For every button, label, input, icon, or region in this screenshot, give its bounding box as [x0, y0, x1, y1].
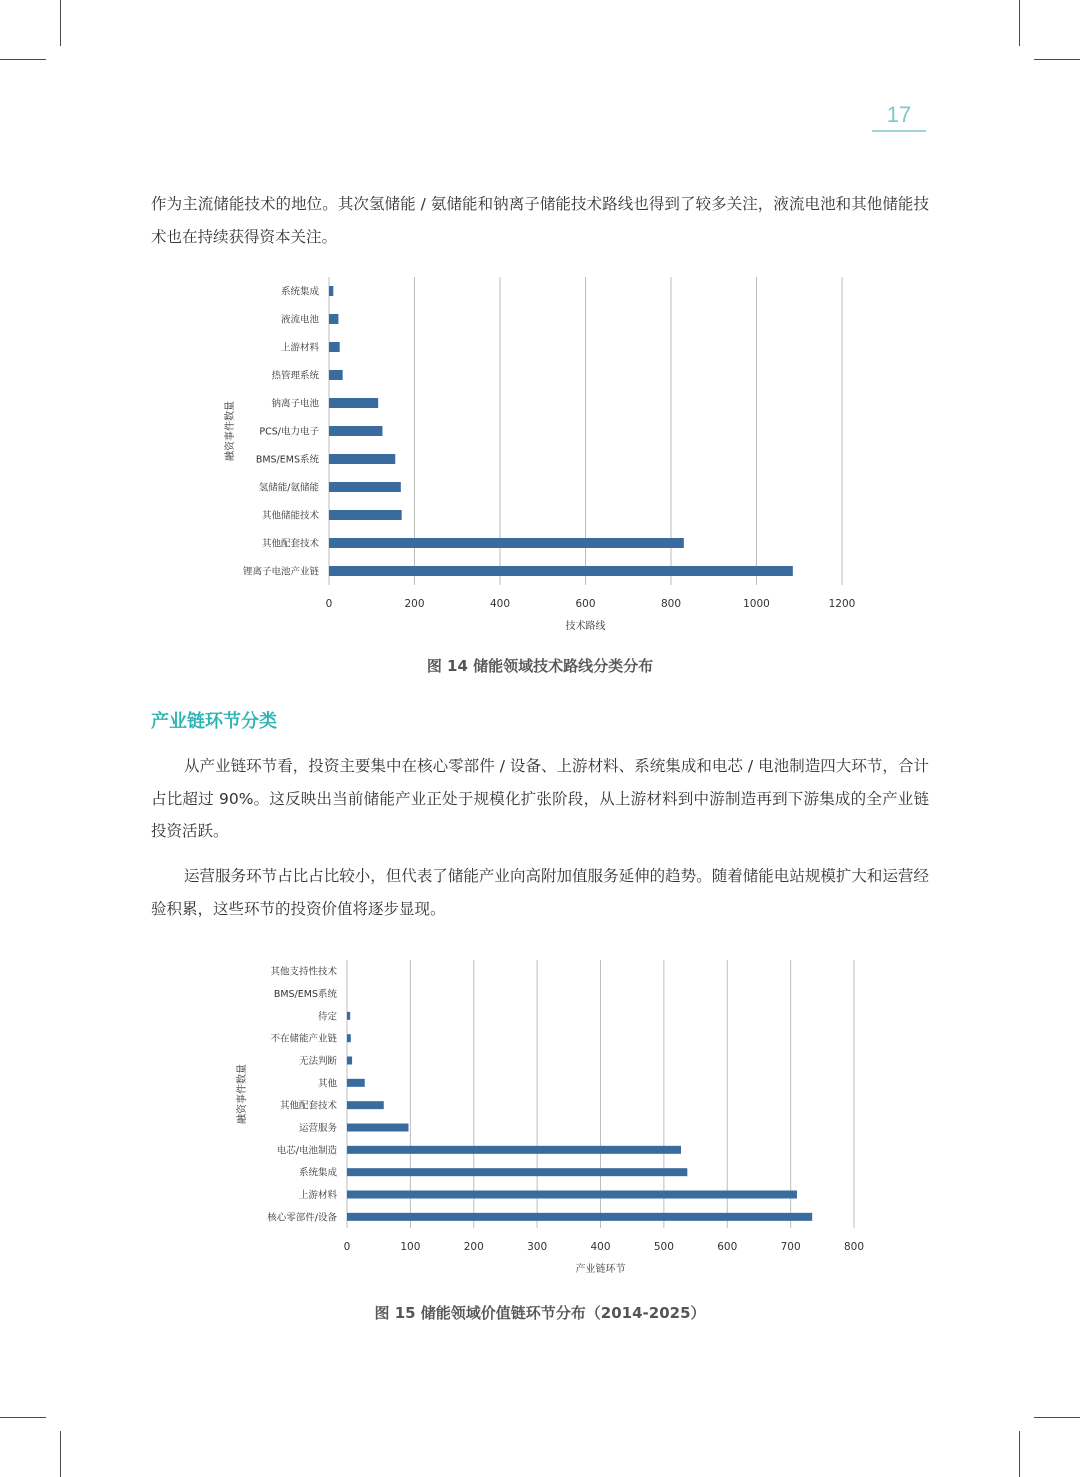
- bar: [347, 1213, 812, 1221]
- x-tick-label: 800: [660, 598, 682, 610]
- bar: [347, 1079, 365, 1087]
- y-category-label: 运营服务: [298, 1123, 337, 1134]
- section-heading: 产业链环节分类: [151, 711, 277, 732]
- body-paragraph-1: 从产业链环节看，投资主要集中在核心零部件 / 设备、上游材料、系统集成和电芯 / 电池制造四大环节，合计占比超过 90%。这反映出当前储能产业正处于规模化扩张阶段，从上游材料到中游制造再到下游集成的全产业链投资活跃。: [151, 757, 929, 840]
- x-tick-label: 800: [843, 1241, 865, 1253]
- bar: [347, 1146, 681, 1154]
- y-category-label: 其他配套技术: [279, 1100, 337, 1112]
- y-category-label: 氢储能/氨储能: [258, 482, 319, 494]
- body-paragraph-intro: 作为主流储能技术的地位。其次氢储能 / 氨储能和钠离子储能技术路线也得到了较多关注，液流电池和其他储能技术也在持续获得资本关注。: [151, 195, 929, 246]
- bar: [347, 1034, 351, 1042]
- bar: [347, 1124, 408, 1132]
- x-tick-label: 400: [590, 1241, 611, 1253]
- body-paragraph-2: 运营服务环节占比占比较小，但代表了储能产业向高附加值服务延伸的趋势。随着储能电站规模扩大和运营经验积累，这些环节的投资价值将逐步显现。: [151, 867, 929, 918]
- bar: [347, 1168, 687, 1176]
- y-category-label: 热管理系统: [271, 370, 319, 382]
- y-category-label: BMS/EMS系统: [255, 454, 319, 466]
- x-tick-label: 300: [527, 1241, 548, 1253]
- bar: [347, 1101, 384, 1109]
- x-tick-label: 0: [325, 598, 333, 610]
- y-category-label: 锂离子电池产业链: [242, 566, 319, 578]
- x-axis-label: 产业链环节: [575, 1264, 626, 1275]
- y-category-label: PCS/电力电子: [259, 426, 319, 438]
- x-tick-label: 0: [343, 1241, 351, 1253]
- y-category-label: 液流电池: [280, 314, 319, 326]
- x-tick-label: 200: [463, 1241, 484, 1253]
- x-tick-label: 100: [400, 1241, 421, 1253]
- y-category-label: 其他: [317, 1078, 337, 1090]
- x-tick-label: 600: [717, 1241, 738, 1253]
- y-category-label: 其他储能技术: [261, 510, 319, 522]
- y-category-label: 钠离子电池: [271, 398, 319, 410]
- y-category-label: 不在储能产业链: [270, 1033, 337, 1045]
- y-category-label: 电芯/电池制造: [276, 1145, 337, 1157]
- y-axis-label: 融资事件数量: [225, 401, 236, 461]
- y-category-label: 其他配套技术: [261, 538, 319, 550]
- x-tick-label: 600: [575, 598, 596, 610]
- x-tick-label: 400: [489, 598, 511, 610]
- x-tick-label: 200: [404, 598, 425, 610]
- y-category-label: 系统集成: [280, 286, 319, 298]
- y-category-label: 核心零部件/设备: [267, 1212, 337, 1224]
- x-tick-label: 700: [780, 1241, 801, 1253]
- x-tick-label: 1200: [828, 598, 856, 610]
- y-axis-label: 融资事件数量: [237, 1064, 248, 1124]
- x-tick-label: 500: [653, 1241, 674, 1253]
- y-category-label: 上游材料: [298, 1190, 337, 1201]
- y-category-label: 系统集成: [298, 1167, 337, 1179]
- y-category-label: 上游材料: [280, 342, 319, 354]
- y-category-label: 其他支持性技术: [270, 966, 337, 978]
- y-category-label: 待定: [317, 1011, 337, 1023]
- figure-15-caption: 图 15 储能领域价值链环节分布（2014-2025）: [374, 1304, 706, 1322]
- bar: [347, 1057, 352, 1065]
- bar: [347, 1191, 797, 1199]
- page-number: 17: [886, 102, 912, 127]
- figure-14-caption: 图 14 储能领域技术路线分类分布: [426, 657, 654, 675]
- x-tick-label: 1000: [743, 598, 770, 610]
- x-axis-label: 技术路线: [565, 621, 606, 632]
- y-category-label: BMS/EMS系统: [273, 989, 337, 1000]
- y-category-label: 无法判断: [298, 1056, 337, 1067]
- bar: [347, 1012, 350, 1020]
